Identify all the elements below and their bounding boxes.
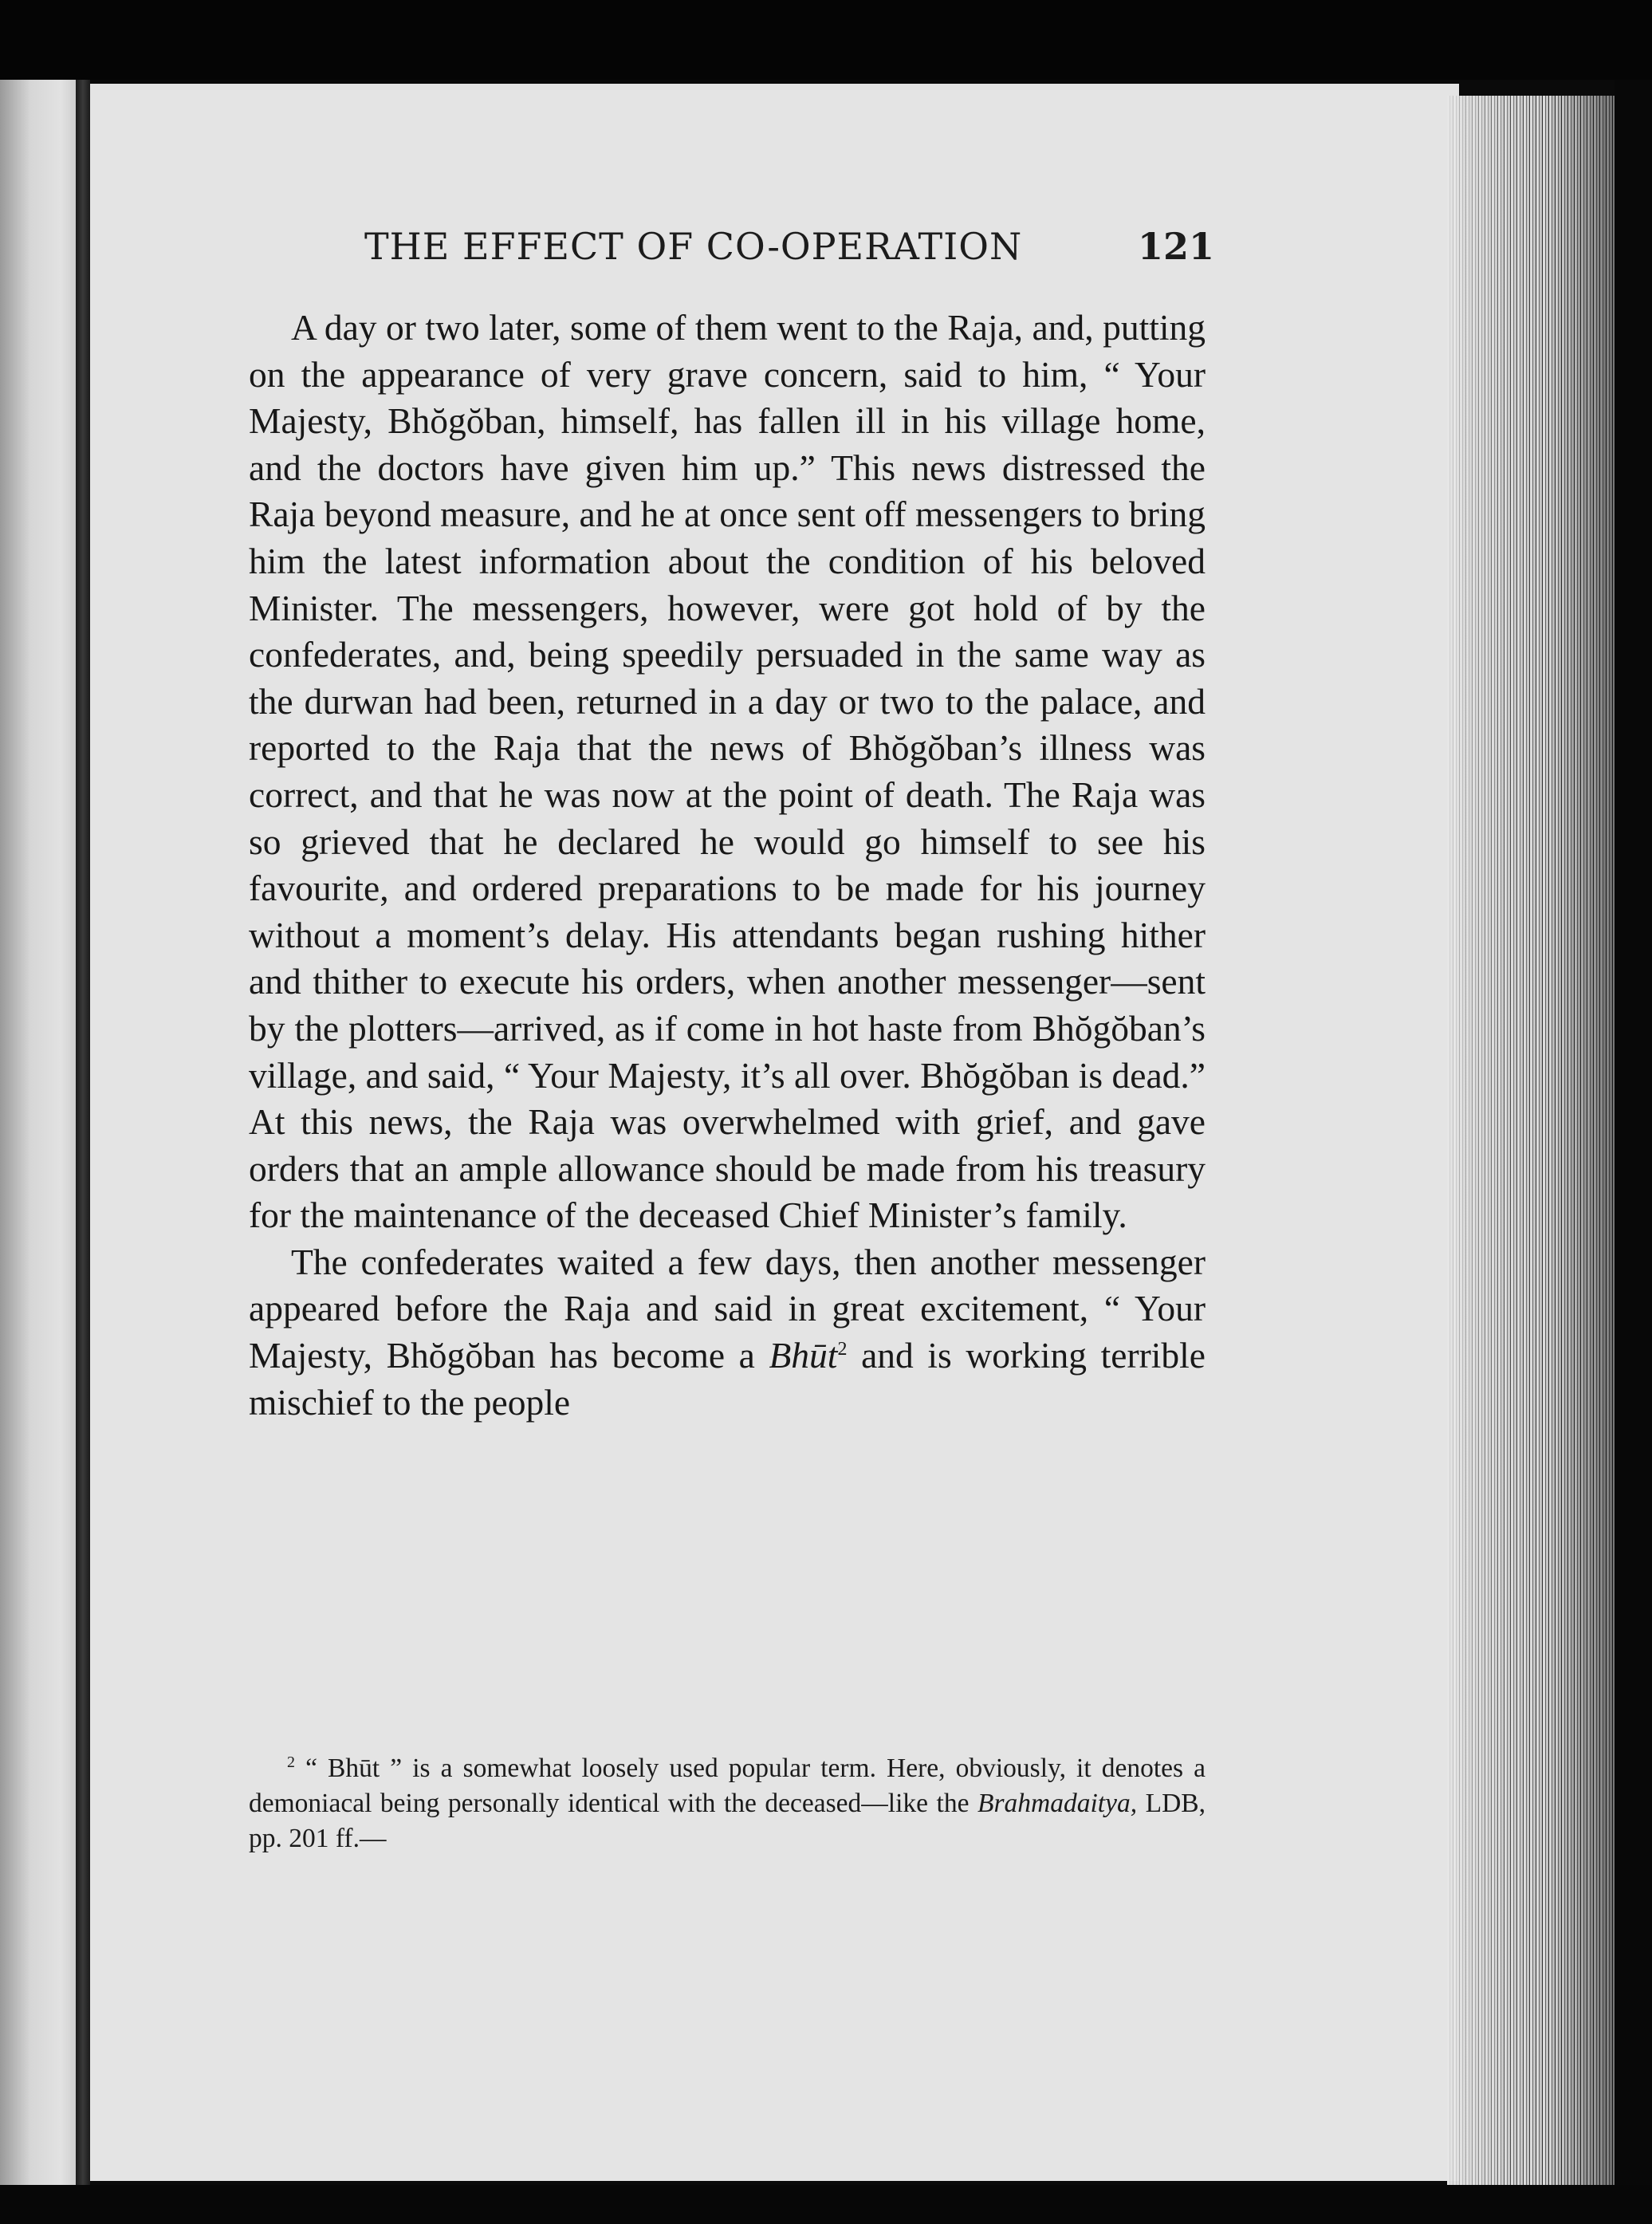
scan-bottom-border [0,2185,1652,2224]
page-stack-shadow [1447,96,1615,2185]
footnote-text: “ Bhūt ” is a somewhat loosely used popular term. Here, obviously, it denotes a demoniacal being personally identical with the deceased—like the [249,1754,1206,1818]
page-number: 121 [1138,225,1215,268]
book-gutter [76,80,90,2185]
facing-page-edge [0,80,76,2185]
footnote [249,1751,1206,1856]
paragraph-text: and is working terrible mischief to the people [249,1335,1206,1423]
footnote-mark: 2 [287,1753,295,1771]
body-text [249,305,1206,1426]
footnote-reference: 2 [837,1338,848,1360]
running-head [247,225,1215,281]
footnote-text: LDB, pp. 201 ff.— [249,1789,1206,1853]
running-title: THE EFFECT OF CO-OPERATION [364,225,1023,268]
italic-term: Bhūt [769,1335,838,1376]
scan-top-border [0,0,1652,80]
paragraph [249,1239,1206,1426]
paragraph: A day or two later, some of them went to the Raja, and, putting on the appearance of very grave concern, said to him, “ Your Majesty, Bhŏgŏban, himself, has fallen ill in his village home, and the doctors have given him up.” This news distressed the Raja beyond measure, and he at once sent off messengers to bring him the latest information about the condition of his beloved Minister. The messengers, however, were got hold of by the confederates, and, being speedily persuaded in the same way as the durwan had been, returned in a day or two to the palace, and reported to the Raja that the news of Bhŏgŏban’s illness was correct, and that he was now at the point of death. The Raja was so grieved that he declared he would go himself to see his favourite, and ordered preparations to be made for his journey without a moment’s delay. His attendants began rushing hither and thither to execute his orders, when another messenger—sent by the plotters—arrived, as if come in hot haste from Bhŏgŏban’s village, and said, “ Your Majesty, it’s all over. Bhŏgŏban is dead.” At this news, the Raja was overwhelmed with grief, and gave orders that an ample allowance should be made from his treasury for the maintenance of the deceased Chief Minister’s family. [249,307,1206,1236]
footnote-source-title: Brahmadaitya, [977,1789,1138,1818]
paragraph-text: The confederates waited a few days, then another messenger appeared before the Raja and said in great excitement, “ Your Majesty, Bhŏgŏban has become a [249,1241,1206,1376]
scan-right-border [1615,80,1652,2224]
